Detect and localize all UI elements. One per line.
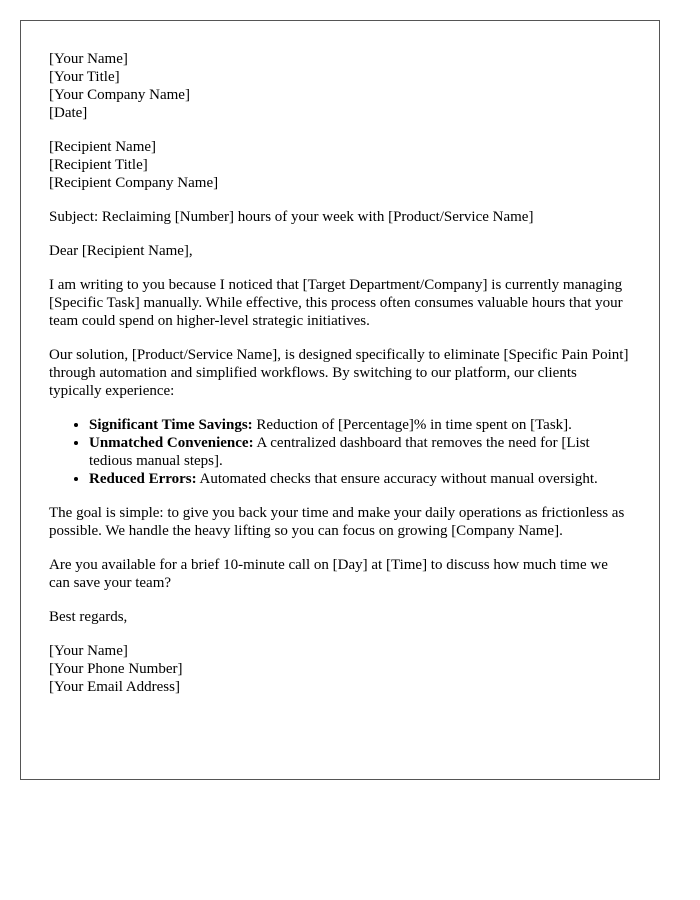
salutation: Dear [Recipient Name],	[49, 243, 193, 259]
recipient-name: [Recipient Name]	[49, 139, 157, 155]
benefit-term: Unmatched Convenience:	[89, 435, 254, 451]
benefit-item	[89, 470, 631, 488]
closing: Best regards,	[49, 609, 128, 625]
recipient-block	[49, 138, 631, 192]
benefit-term: Reduced Errors:	[89, 471, 197, 487]
sender-title: [Your Title]	[49, 69, 120, 85]
signature-phone: [Your Phone Number]	[49, 661, 183, 677]
recipient-company: [Recipient Company Name]	[49, 175, 219, 191]
letter-date: [Date]	[49, 105, 88, 121]
benefit-text: Automated checks that ensure accuracy without manual oversight.	[196, 471, 598, 487]
signature-block	[49, 642, 631, 696]
solution-paragraph: Our solution, [Product/Service Name], is designed specifically to eliminate [Specific Pain Point] through automation and simplified workflows. By switching to our platform, our clients typically experience:	[49, 347, 629, 399]
benefit-item	[89, 434, 631, 470]
sender-name: [Your Name]	[49, 51, 128, 67]
recipient-title: [Recipient Title]	[49, 157, 148, 173]
intro-paragraph: I am writing to you because I noticed that [Target Department/Company] is currently managing [Specific Task] manually. While effective, this process often consumes valuable hours that your team could spend on higher-level strategic initiatives.	[49, 277, 623, 329]
sender-block	[49, 50, 631, 122]
benefit-item	[89, 416, 631, 434]
signature-email: [Your Email Address]	[49, 679, 180, 695]
signature-name: [Your Name]	[49, 643, 128, 659]
sender-company: [Your Company Name]	[49, 87, 190, 103]
call-to-action-paragraph: Are you available for a brief 10-minute call on [Day] at [Time] to discuss how much time we can save your team?	[49, 557, 608, 591]
letter-page	[20, 20, 660, 780]
benefit-term: Significant Time Savings:	[89, 417, 253, 433]
benefit-text: A centralized dashboard that removes the need for [List tedious manual steps].	[89, 435, 590, 469]
subject-line: Subject: Reclaiming [Number] hours of your week with [Product/Service Name]	[49, 209, 534, 225]
goal-paragraph: The goal is simple: to give you back your time and make your daily operations as frictionless as possible. We handle the heavy lifting so you can focus on growing [Company Name].	[49, 505, 625, 539]
benefit-text: Reduction of [Percentage]% in time spent on [Task].	[252, 417, 572, 433]
benefits-list	[49, 416, 631, 488]
